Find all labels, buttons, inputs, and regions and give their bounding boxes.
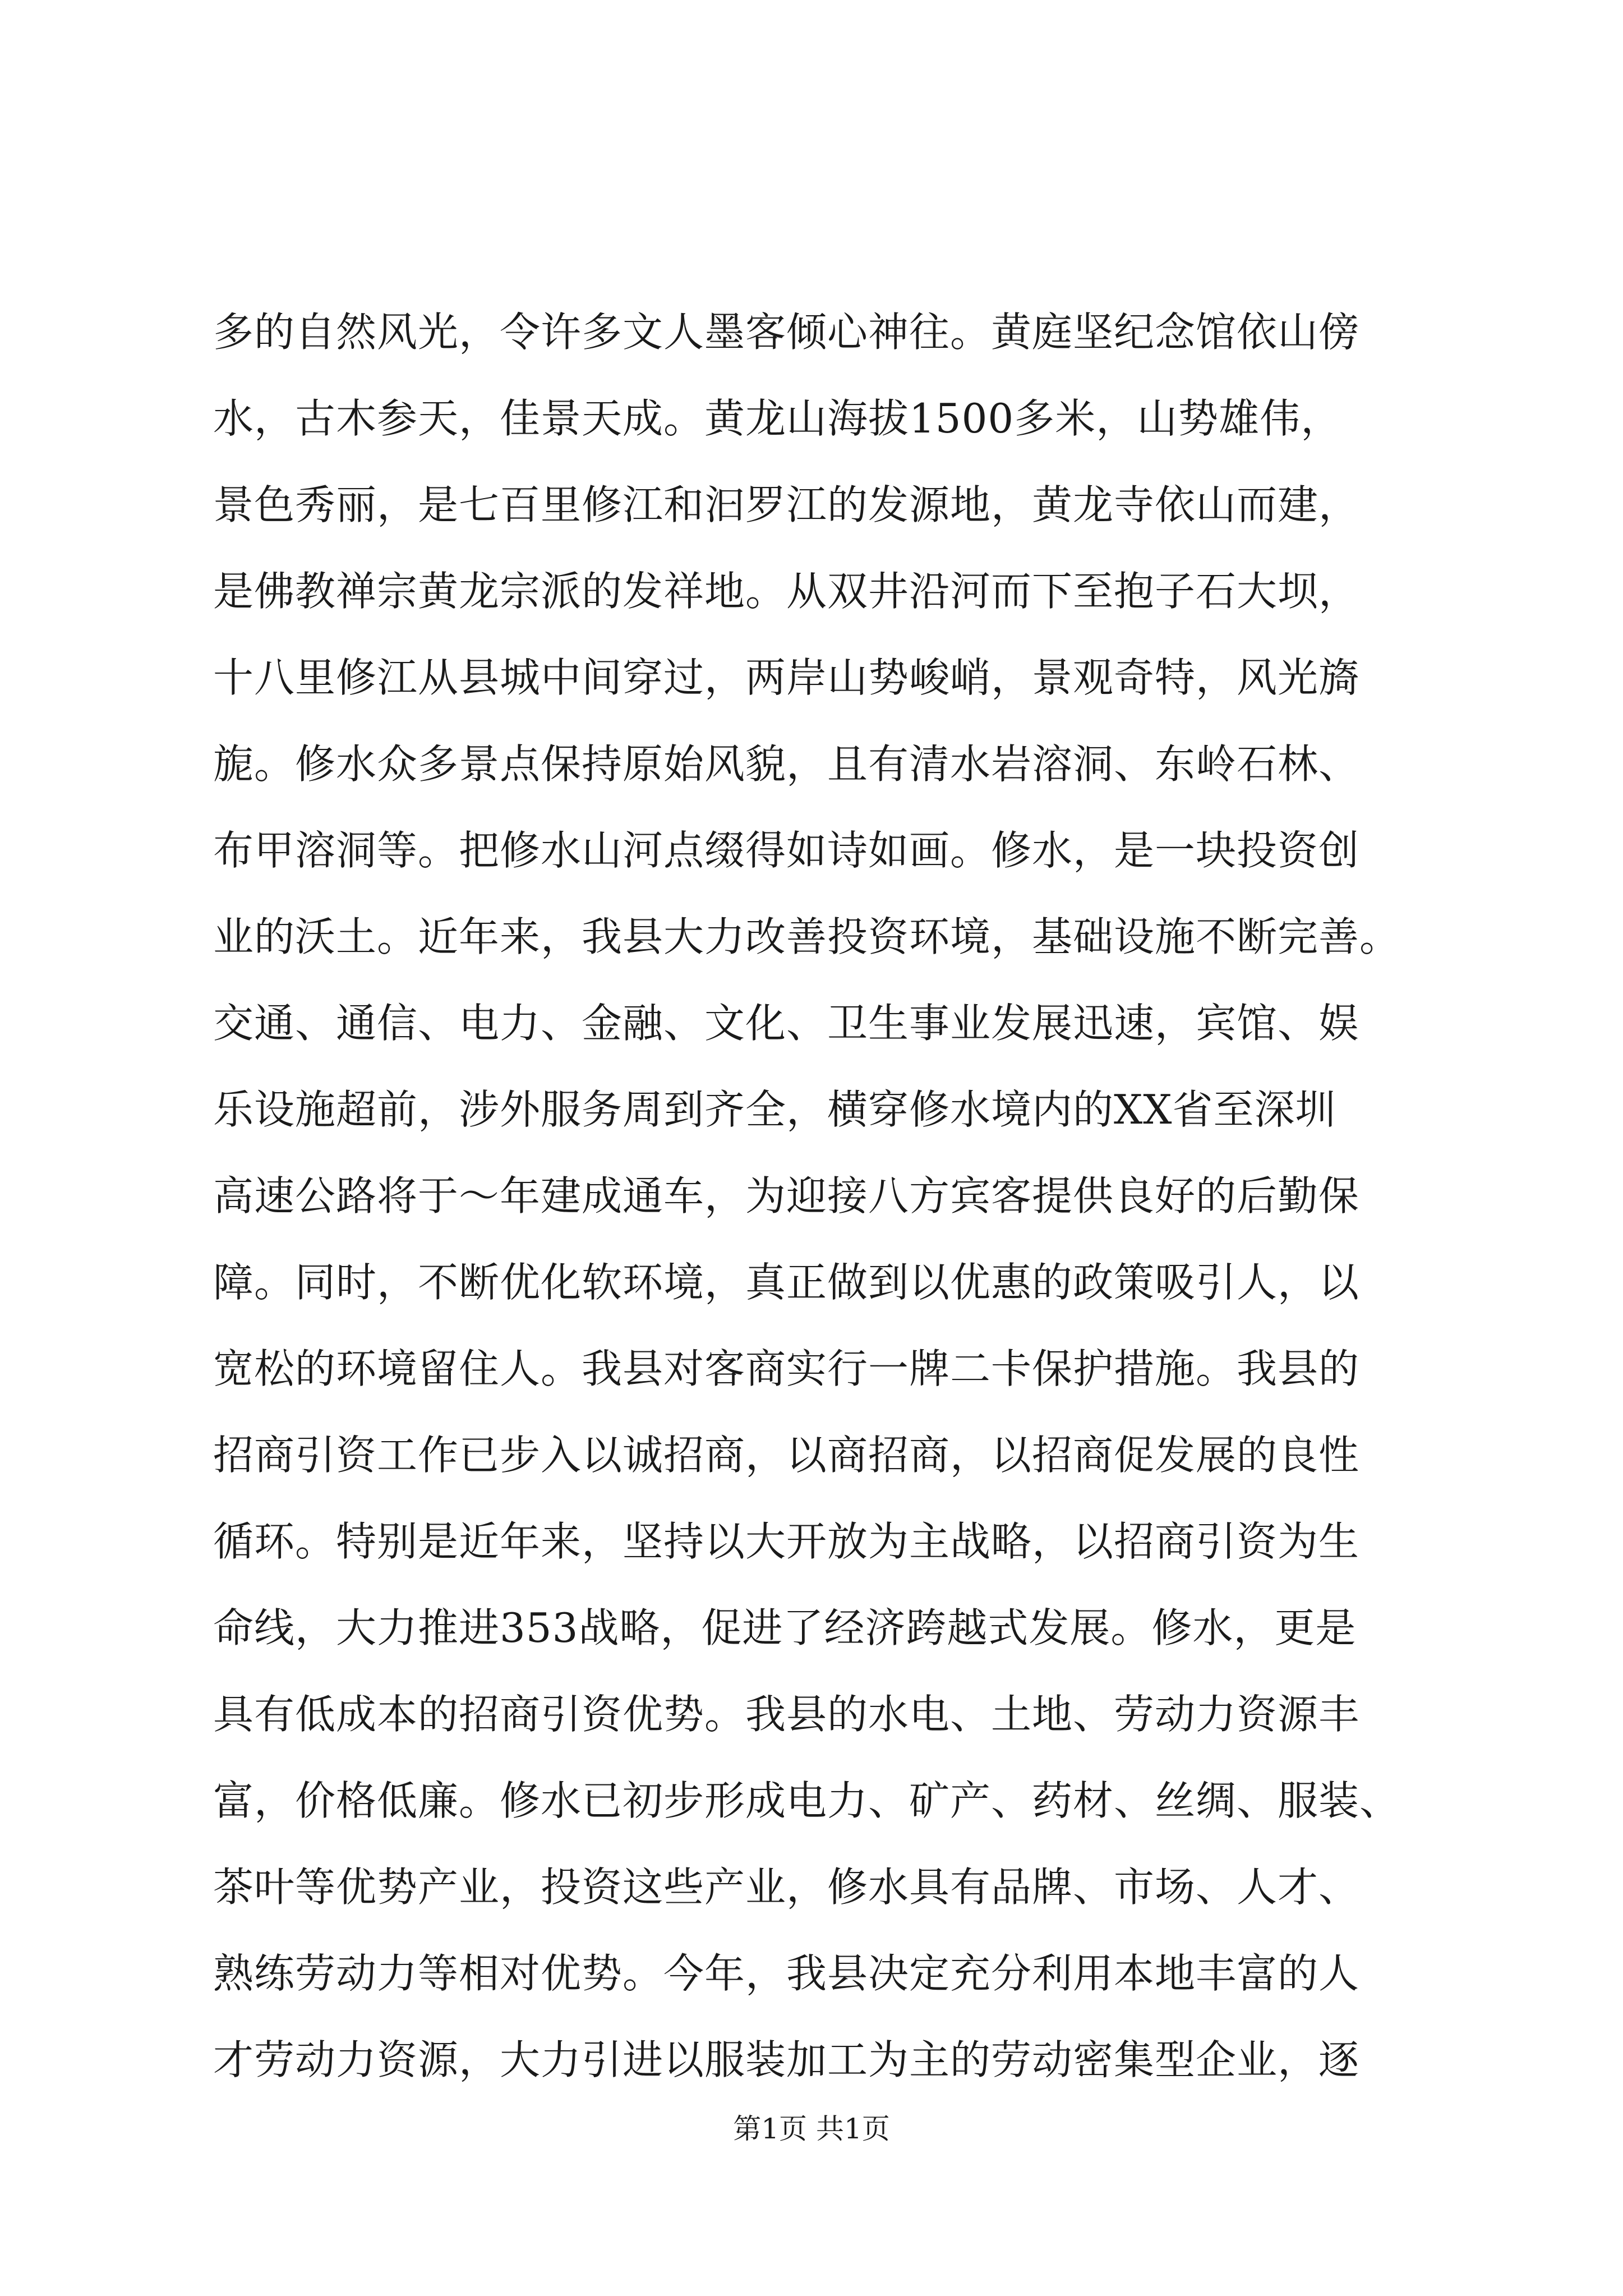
- text-line: 旎。修水众多景点保持原始风貌，且有清水岩溶洞、东岭石林、: [213, 740, 1360, 788]
- text-line: 茶叶等优势产业，投资这些产业，修水具有品牌、市场、人才、: [213, 1864, 1360, 1911]
- text-line: 宽松的环境留住人。我县对客商实行一牌二卡保护措施。我县的: [213, 1345, 1360, 1392]
- text-line: 命线，大力推进353战略，促进了经济跨越式发展。修水，更是: [213, 1604, 1357, 1651]
- text-line: 才劳动力资源，大力引进以服装加工为主的劳动密集型企业，逐: [213, 2036, 1360, 2083]
- text-line: 富，价格低廉。修水已初步形成电力、矿产、药材、丝绸、服装、: [213, 1777, 1401, 1824]
- text-line: 障。同时，不断优化软环境，真正做到以优惠的政策吸引人，以: [213, 1259, 1360, 1306]
- text-line: 交通、通信、电力、金融、文化、卫生事业发展迅速，宾馆、娱: [213, 1000, 1360, 1047]
- text-line: 景色秀丽，是七百里修江和汩罗江的发源地，黄龙寺依山而建，: [213, 481, 1360, 528]
- text-line: 多的自然风光，令许多文人墨客倾心神往。黄庭坚纪念馆依山傍: [213, 309, 1360, 356]
- text-line: 是佛教禅宗黄龙宗派的发祥地。从双井沿河而下至抱子石大坝，: [213, 568, 1360, 615]
- text-line: 招商引资工作已步入以诚招商，以商招商，以招商促发展的良性: [213, 1432, 1360, 1479]
- text-line: 熟练劳动力等相对优势。今年，我县决定充分利用本地丰富的人: [213, 1950, 1360, 1997]
- text-line: 水，古木参天，佳景天成。黄龙山海拔1500多米，山势雄伟，: [213, 395, 1342, 442]
- text-line: 乐设施超前，涉外服务周到齐全，横穿修水境内的XX省至深圳: [213, 1086, 1336, 1133]
- text-line: 具有低成本的招商引资优势。我县的水电、土地、劳动力资源丰: [213, 1691, 1360, 1738]
- text-line: 十八里修江从县城中间穿过，两岸山势峻峭，景观奇特，风光旖: [213, 654, 1360, 701]
- text-line: 布甲溶洞等。把修水山河点缀得如诗如画。修水，是一块投资创: [213, 827, 1360, 874]
- page-number: 第1页 共1页: [733, 2113, 890, 2145]
- text-line: 循环。特别是近年来，坚持以大开放为主战略，以招商引资为生: [213, 1518, 1360, 1565]
- body-text: [213, 289, 1413, 2103]
- text-line: 业的沃土。近年来，我县大力改善投资环境，基础设施不断完善。: [213, 913, 1401, 960]
- text-line: 高速公路将于～年建成通车，为迎接八方宾客提供良好的后勤保: [213, 1172, 1360, 1220]
- page-footer: [0, 2106, 1623, 2147]
